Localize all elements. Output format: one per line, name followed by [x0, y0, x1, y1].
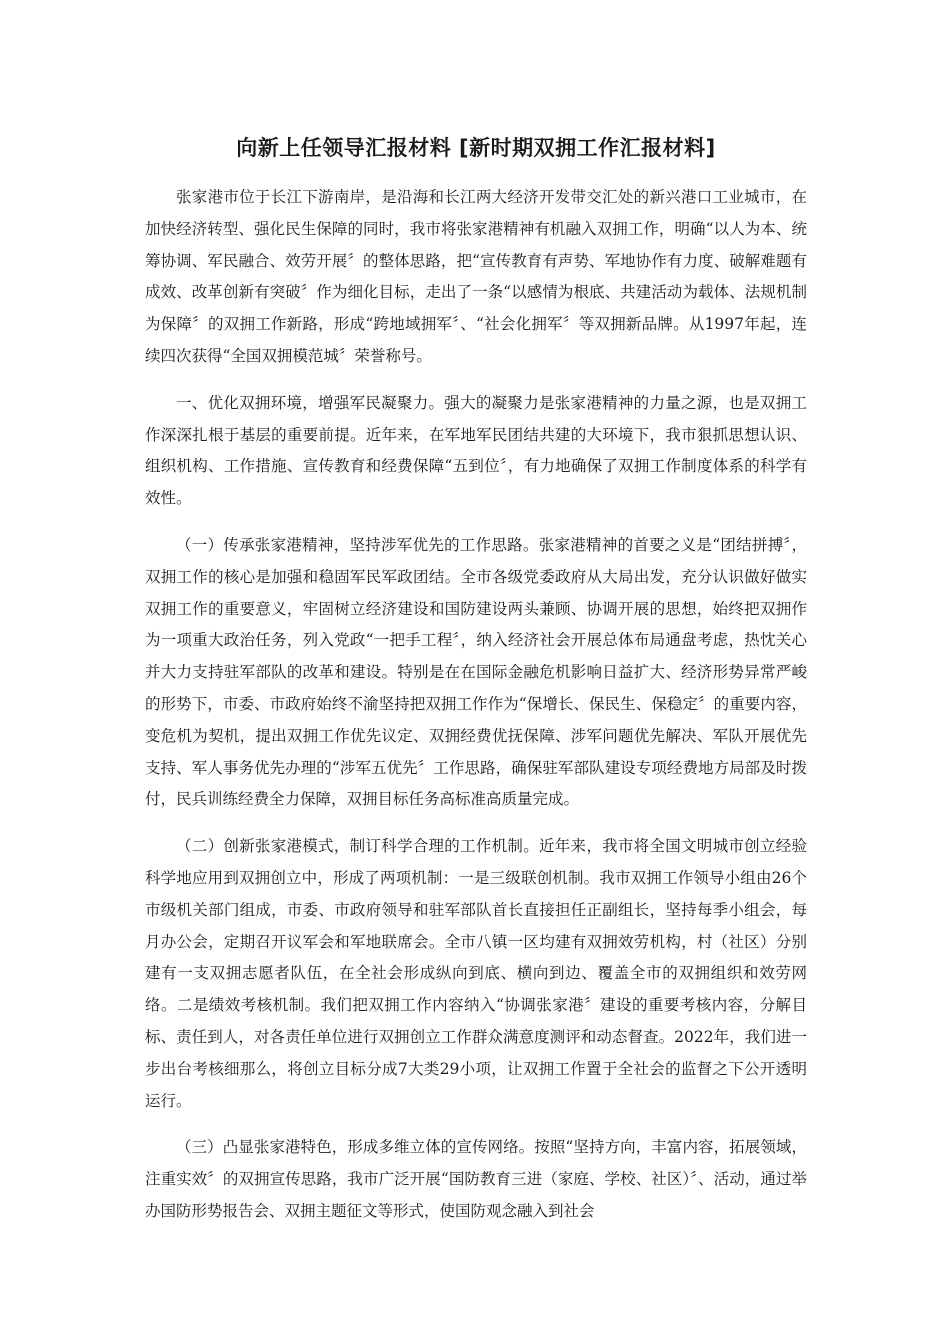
subsection-three-paragraph: （三）凸显张家港特色，形成多维立体的宣传网络。按照“坚持方向，丰富内容，拓展领域，注重实效〞的双拥宣传思路，我市广泛开展“国防教育三进（家庭、学校、社区）〞、活动，通过举办国防形势报告会、双拥主题征文等形式，使国防观念融入到社会: [145, 1138, 807, 1220]
subsection-two-paragraph: （二）创新张家港模式，制订科学合理的工作机制。近年来，我市将全国文明城市创立经验科学地应用到双拥创立中，形成了两项机制：一是三级联创机制。我市双拥工作领导小组由26个市级机关部门组成，市委、市政府领导和驻军部队首长直接担任正副组长，坚持每季小组会，每月办公会，定期召开议军会和军地联席会。全市八镇一区均建有双拥效劳机构，村（社区）分别建有一支双拥志愿者队伍，在全社会形成纵向到底、横向到边、覆盖全市的双拥组织和效劳网络。二是绩效考核机制。我们把双拥工作内容纳入“协调张家港〞建设的重要考核内容，分解目标、责任到人，对各责任单位进行双拥创立工作群众满意度测评和动态督查。2022年，我们进一步出台考核细那么，将创立目标分成7大类29小项，让双拥工作置于全社会的监督之下公开透明运行。: [145, 837, 807, 1110]
document-title: 向新上任领导汇报材料 [新时期双拥工作汇报材料]: [236, 136, 716, 160]
section-one-paragraph: 一、优化双拥环境，增强军民凝聚力。强大的凝聚力是张家港精神的力量之源，也是双拥工作深深扎根于基层的重要前提。近年来，在军地军民团结共建的大环境下，我市狠抓思想认识、组织机构、工作措施、宣传教育和经费保障“五到位〞，有力地确保了双拥工作制度体系的科学有效性。: [145, 393, 807, 508]
document-page: [145, 128, 807, 1243]
subsection-one-paragraph: （一）传承张家港精神，坚持涉军优先的工作思路。张家港精神的首要之义是“团结拼搏〞，双拥工作的核心是加强和稳固军民军政团结。全市各级党委政府从大局出发，充分认识做好做实双拥工作的重要意义，牢固树立经济建设和国防建设两头兼顾、协调开展的思想，始终把双拥作为一项重大政治任务，列入党政“一把手工程〞，纳入经济社会开展总体布局通盘考虑，热忱关心并大力支持驻军部队的改革和建设。特别是在在国际金融危机影响日益扩大、经济形势异常严峻的形势下，市委、市政府始终不渝坚持把双拥工作作为“保增长、保民生、保稳定〞的重要内容，变危机为契机，提出双拥工作优先议定、双拥经费优抚保障、涉军问题优先解决、军队开展优先支持、军人事务优先办理的“涉军五优先〞工作思路，确保驻军部队建设专项经费地方局部及时拨付，民兵训练经费全力保障，双拥目标任务高标准高质量完成。: [145, 535, 807, 809]
intro-paragraph: 张家港市位于长江下游南岸，是沿海和长江两大经济开发带交汇处的新兴港口工业城市，在加快经济转型、强化民生保障的同时，我市将张家港精神有机融入双拥工作，明确“以人为本、统筹协调、军民融合、效劳开展〞的整体思路，把“宣传教育有声势、军地协作有力度、破解难题有成效、改革创新有突破〞作为细化目标，走出了一条“以感情为根底、共建活动为载体、法规机制为保障〞的双拥工作新路，形成“跨地域拥军〞、“社会化拥军〞等双拥新品牌。从1997年起，连续四次获得“全国双拥模范城〞荣誉称号。: [145, 188, 807, 365]
